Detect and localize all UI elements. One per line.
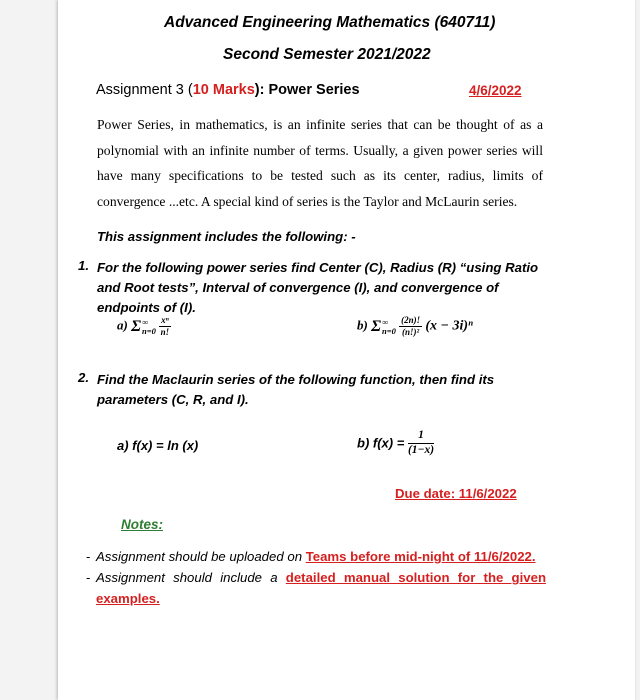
assignment-prefix: Assignment 3 ( [96, 82, 193, 98]
q2b-num: 1 [408, 430, 434, 444]
q1b-tail: (x − 3i)ⁿ [425, 318, 473, 334]
note1-link: Teams before mid-night of 11/6/2022. [305, 549, 536, 564]
q1b-sigma: Σ [371, 317, 381, 335]
course-title: Advanced Engineering Mathematics (640711) [164, 14, 496, 31]
q1a-sigma: Σ [131, 317, 141, 335]
q1b-den: (n!)² [401, 327, 420, 337]
q1-number: 1. [78, 258, 89, 273]
q1b-sub: n=0 [382, 325, 396, 336]
q1-part-a [117, 316, 171, 337]
q1a-den: n! [160, 327, 170, 337]
due-date: Due date: 11/6/2022 [395, 486, 517, 501]
assignment-marks: 10 Marks [192, 82, 255, 98]
q2-part-b [357, 430, 434, 456]
q1-text: For the following power series find Center (C), Radius (R) “using Ratio and Root tests”, Interval of convergence (I), and convergence of endpoints of (I). [97, 260, 539, 315]
note1-prefix: Assignment should be uploaded on [96, 549, 306, 564]
q2b-fraction [408, 430, 434, 456]
q2b-den: (1−x) [407, 443, 435, 456]
includes-heading: This assignment includes the following: - [97, 229, 356, 244]
assignment-suffix: ): Power Series [254, 82, 360, 98]
notes-list [86, 546, 546, 609]
q1b-num: (2n)! [401, 315, 421, 325]
q2-part-a: a) f(x) = ln (x) [117, 438, 199, 453]
q1-part-b [357, 316, 473, 337]
q1b-label: b) [357, 317, 368, 333]
assignment-date: 4/6/2022 [469, 83, 522, 98]
note-item [86, 546, 546, 567]
q2b-label: b) f(x) = [357, 435, 405, 451]
notes-heading: Notes: [121, 517, 164, 532]
q1a-num: xⁿ [161, 315, 169, 325]
q1b-sup: ∞ [382, 317, 389, 327]
note-item [86, 567, 546, 609]
q1a-fraction [159, 316, 171, 337]
q1a-limits [142, 318, 156, 335]
q1a-label: a) [117, 317, 128, 333]
q1b-limits [382, 318, 396, 335]
semester-title: Second Semester 2021/2022 [223, 46, 431, 63]
note2-prefix: Assignment should include a [96, 570, 286, 585]
note2-link: detailed manual solution for the given examples. [96, 570, 547, 606]
q1a-sup: ∞ [142, 317, 149, 327]
q1b-fraction [399, 316, 422, 337]
q2-number: 2. [78, 370, 89, 385]
assignment-heading [96, 82, 360, 98]
q1a-sub: n=0 [142, 325, 156, 336]
q2-text: Find the Maclaurin series of the following function, then find its parameters (C, R, and I). [97, 372, 495, 407]
intro-paragraph: Power Series, in mathematics, is an infinite series that can be thought of as a polynomial with an infinite number of terms. Usually, a given power series will have many specifications to be tested such as its center, radius, limits of convergence ...etc. A special kind of series is the Taylor and McLaurin series. [97, 117, 543, 209]
